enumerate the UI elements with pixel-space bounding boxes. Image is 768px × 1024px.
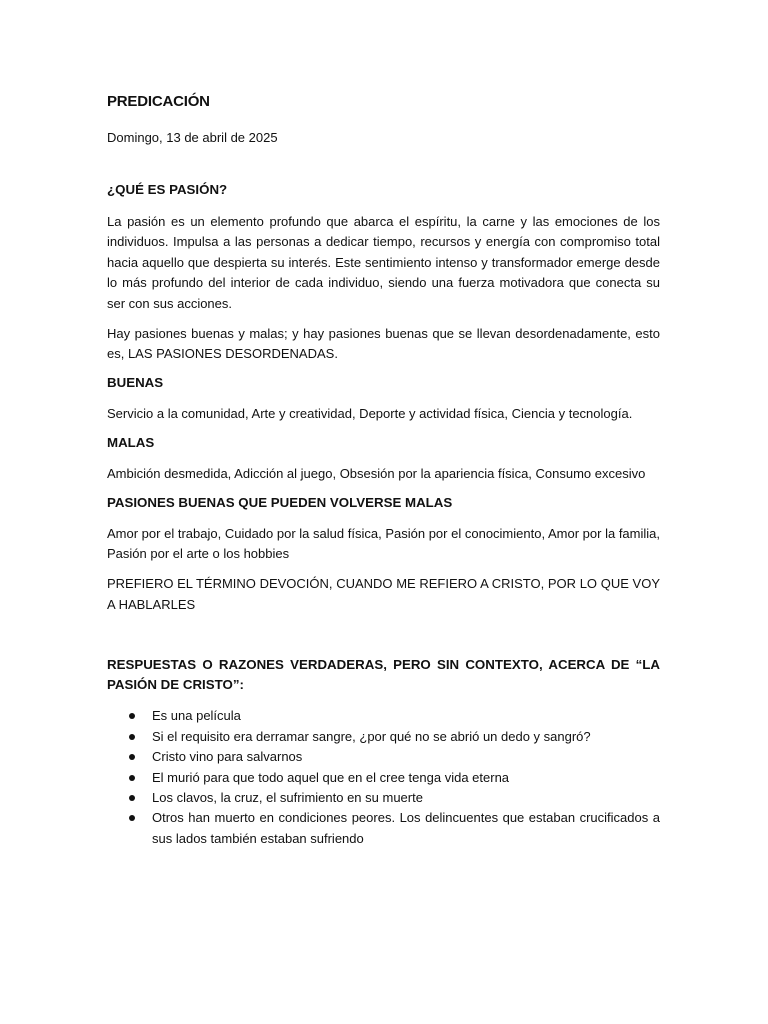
list-item-text: Es una película <box>152 708 241 724</box>
bullet-icon <box>129 754 135 760</box>
heading-respuestas: RESPUESTAS O RAZONES VERDADERAS, PERO SIN CONTEXTO, ACERCA DE “LA PASIÓN DE CRISTO”: <box>107 657 660 693</box>
paragraph-buenas: Servicio a la comunidad, Arte y creatividad, Deporte y actividad física, Ciencia y tecnología. <box>107 405 633 421</box>
list-item <box>107 788 660 808</box>
document-page <box>107 92 660 849</box>
list-item <box>107 808 660 849</box>
heading-que-es-pasion: ¿QUÉ ES PASIÓN? <box>107 182 228 197</box>
list-item-text: Si el requisito era derramar sangre, ¿por qué no se abrió un dedo y sangró? <box>152 728 591 744</box>
list-item <box>107 747 660 767</box>
heading-malas: MALAS <box>107 435 155 451</box>
list-item <box>107 706 660 726</box>
heading-pasiones-buenas-malas: PASIONES BUENAS QUE PUEDEN VOLVERSE MALAS <box>107 494 453 510</box>
heading-buenas: BUENAS <box>107 374 164 390</box>
paragraph-pasion-definition: La pasión es un elemento profundo que abarca el espíritu, la carne y las emociones de los individuos. Impulsa a las personas a dedicar tiempo, recursos y energía con compromiso total hacia aquello que despierta su interés. Este sentimiento intenso y transformador emerge desde lo más profundo del interior de cada individuo, siendo una fuerza motivadora que conecta su ser con sus acciones. <box>107 214 660 311</box>
list-item <box>107 768 660 788</box>
bullet-icon <box>129 713 135 719</box>
list-item-text: Los clavos, la cruz, el sufrimiento en su muerte <box>152 789 423 805</box>
list-item-text: Cristo vino para salvarnos <box>152 749 303 765</box>
bullet-icon <box>129 734 135 740</box>
bullet-icon <box>129 815 135 821</box>
bullet-icon <box>129 775 135 781</box>
paragraph-prefiero-devocion: PREFIERO EL TÉRMINO DEVOCIÓN, CUANDO ME REFIERO A CRISTO, POR LO QUE VOY A HABLARLES <box>107 576 660 612</box>
paragraph-pasiones-tipos: Hay pasiones buenas y malas; y hay pasiones buenas que se llevan desordenadamente, esto es, LAS PASIONES DESORDENADAS. <box>107 326 660 362</box>
list-item-text: Otros han muerto en condiciones peores. Los delincuentes que estaban crucificados a sus lados también estaban sufriendo <box>152 810 660 846</box>
paragraph-malas: Ambición desmedida, Adicción al juego, Obsesión por la apariencia física, Consumo excesivo <box>107 466 646 482</box>
document-title: PREDICACIÓN <box>107 93 210 110</box>
list-item-text: El murió para que todo aquel que en el cree tenga vida eterna <box>152 769 510 785</box>
list-item <box>107 727 660 747</box>
document-date: Domingo, 13 de abril de 2025 <box>107 130 278 145</box>
paragraph-pasiones-buenas-malas: Amor por el trabajo, Cuidado por la salud física, Pasión por el conocimiento, Amor por la familia, Pasión por el arte o los hobbies <box>107 525 660 562</box>
bullet-icon <box>129 795 135 801</box>
respuestas-list <box>107 706 660 849</box>
